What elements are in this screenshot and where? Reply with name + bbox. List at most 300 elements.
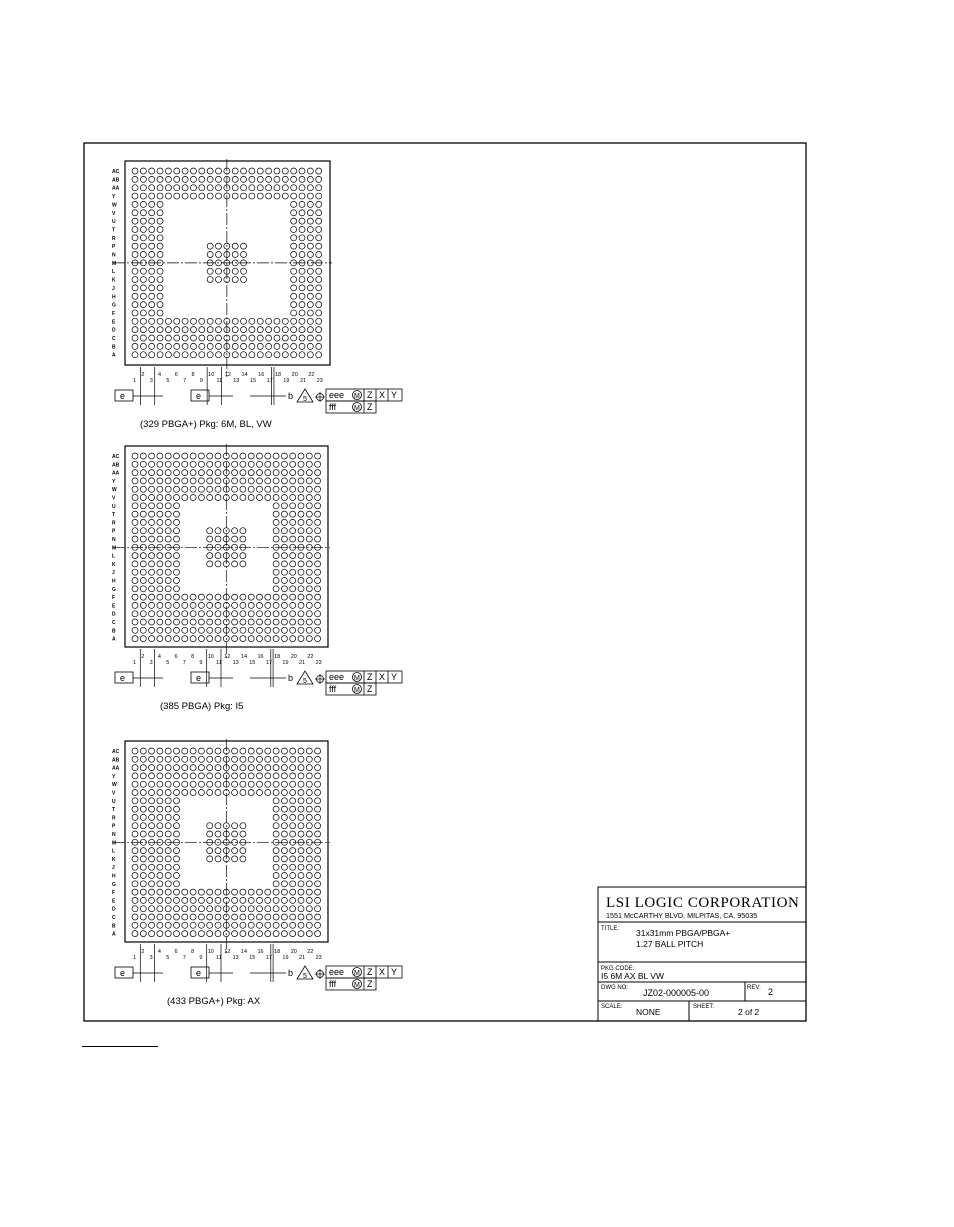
column-label: 13 [232, 955, 239, 961]
solder-ball [298, 569, 304, 575]
solder-ball [248, 495, 254, 501]
solder-ball [266, 335, 272, 341]
column-label: 19 [282, 660, 289, 666]
solder-ball [307, 226, 313, 232]
solder-ball [306, 914, 312, 920]
solder-ball [249, 352, 255, 358]
solder-ball [157, 814, 163, 820]
solder-ball [257, 889, 263, 895]
solder-ball [316, 176, 322, 182]
solder-ball [240, 922, 246, 928]
solder-ball [157, 201, 163, 207]
row-label: K [112, 277, 116, 284]
column-label: 2 [141, 654, 145, 660]
solder-ball [281, 478, 287, 484]
rev-value: 2 [768, 987, 774, 997]
solder-ball [132, 235, 138, 241]
solder-ball [165, 897, 171, 903]
solder-ball [316, 310, 322, 316]
column-label: 11 [216, 378, 223, 384]
solder-ball [306, 495, 312, 501]
solder-ball [149, 602, 155, 608]
solder-ball [157, 864, 163, 870]
solder-ball [198, 781, 204, 787]
solder-ball [265, 914, 271, 920]
solder-ball [132, 856, 138, 862]
column-label: 19 [282, 955, 289, 961]
solder-ball [157, 310, 163, 316]
row-label: T [112, 807, 116, 814]
solder-ball [174, 453, 180, 459]
datum-z-2: Z [367, 402, 373, 412]
solder-ball [174, 619, 180, 625]
solder-ball [182, 335, 188, 341]
solder-ball [316, 318, 322, 324]
solder-ball [140, 252, 146, 258]
solder-ball [157, 881, 163, 887]
solder-ball [140, 586, 146, 592]
solder-ball [215, 594, 221, 600]
solder-ball [165, 756, 171, 762]
solder-ball [140, 931, 146, 937]
solder-ball [165, 470, 171, 476]
solder-ball [299, 168, 305, 174]
solder-ball [257, 470, 263, 476]
solder-ball [306, 578, 312, 584]
solder-ball [232, 611, 238, 617]
solder-ball [198, 773, 204, 779]
solder-ball [290, 889, 296, 895]
solder-ball [190, 461, 196, 467]
solder-ball [273, 756, 279, 762]
solder-ball [140, 798, 146, 804]
solder-ball [182, 897, 188, 903]
solder-ball [281, 881, 287, 887]
solder-ball [240, 781, 246, 787]
solder-ball [315, 619, 321, 625]
solder-ball [240, 602, 246, 608]
solder-ball [291, 335, 297, 341]
solder-ball [306, 470, 312, 476]
solder-ball [273, 586, 279, 592]
solder-ball [248, 627, 254, 633]
solder-ball [299, 218, 305, 224]
solder-ball [232, 748, 238, 754]
solder-ball [132, 327, 138, 333]
solder-ball [157, 636, 163, 642]
solder-ball [290, 856, 296, 862]
solder-ball [149, 285, 155, 291]
solder-ball [282, 318, 288, 324]
solder-ball [240, 856, 246, 862]
solder-ball [174, 906, 180, 912]
solder-ball [273, 906, 279, 912]
solder-ball [273, 790, 279, 796]
solder-ball [232, 765, 238, 771]
solder-ball [298, 461, 304, 467]
solder-ball [273, 503, 279, 509]
solder-ball [232, 856, 238, 862]
solder-ball [132, 756, 138, 762]
row-label: T [112, 227, 116, 234]
solder-ball [207, 486, 213, 492]
solder-ball [281, 561, 287, 567]
solder-ball [291, 327, 297, 333]
column-label: 11 [216, 660, 222, 666]
title-line-2: 1.27 BALL PITCH [636, 939, 704, 949]
ball-diameter-label: b [288, 673, 294, 683]
solder-ball [165, 914, 171, 920]
solder-ball [174, 831, 180, 837]
solder-ball [149, 210, 155, 216]
solder-ball [290, 511, 296, 517]
solder-ball [132, 470, 138, 476]
datum-z-2: Z [367, 684, 373, 694]
solder-ball [174, 503, 180, 509]
solder-ball [232, 318, 238, 324]
solder-ball [281, 831, 287, 837]
solder-ball [298, 914, 304, 920]
solder-ball [316, 327, 322, 333]
solder-ball [232, 756, 238, 762]
solder-ball [190, 773, 196, 779]
solder-ball [298, 619, 304, 625]
column-label: 23 [315, 955, 322, 961]
solder-ball [157, 168, 163, 174]
solder-ball [241, 352, 247, 358]
solder-ball [140, 168, 146, 174]
solder-ball [281, 823, 287, 829]
solder-ball [132, 243, 138, 249]
solder-ball [298, 453, 304, 459]
row-label: B [112, 344, 116, 351]
solder-ball [149, 352, 155, 358]
solder-ball [132, 773, 138, 779]
row-label: E [112, 319, 116, 326]
solder-ball [307, 343, 313, 349]
solder-ball [190, 343, 196, 349]
solder-ball [182, 765, 188, 771]
solder-ball [281, 611, 287, 617]
solder-ball [240, 627, 246, 633]
solder-ball [232, 773, 238, 779]
solder-ball [315, 519, 321, 525]
mmc-modifier-glyph: M [354, 393, 360, 400]
solder-ball [157, 453, 163, 459]
column-label: 18 [274, 654, 281, 660]
solder-ball [198, 611, 204, 617]
solder-ball [182, 889, 188, 895]
solder-ball [298, 814, 304, 820]
solder-ball [306, 773, 312, 779]
solder-ball [307, 201, 313, 207]
solder-ball [174, 636, 180, 642]
solder-ball [165, 193, 171, 199]
solder-ball [241, 168, 247, 174]
solder-ball [281, 790, 287, 796]
solder-ball [273, 602, 279, 608]
solder-ball [290, 806, 296, 812]
solder-ball [157, 318, 163, 324]
solder-ball [157, 798, 163, 804]
solder-ball [216, 252, 222, 258]
solder-ball [306, 748, 312, 754]
pitch-label-2: e [196, 968, 202, 978]
fcf-tolerance-fff: fff [329, 402, 337, 412]
solder-ball [315, 611, 321, 617]
row-label: AA [112, 470, 120, 477]
solder-ball [182, 756, 188, 762]
solder-ball [316, 285, 322, 291]
solder-ball [298, 881, 304, 887]
datum-y: Y [391, 967, 398, 977]
sheet-label: SHEET: [693, 1004, 715, 1010]
solder-ball [174, 602, 180, 608]
solder-ball [182, 352, 188, 358]
solder-ball [240, 461, 246, 467]
row-label: V [112, 210, 116, 217]
solder-ball [149, 302, 155, 308]
solder-ball [174, 798, 180, 804]
solder-ball [149, 627, 155, 633]
solder-ball [149, 343, 155, 349]
footnote-rule [82, 1046, 158, 1047]
solder-ball [315, 636, 321, 642]
solder-ball [190, 781, 196, 787]
solder-ball [248, 931, 254, 937]
solder-ball [298, 831, 304, 837]
solder-ball [140, 193, 146, 199]
solder-ball [140, 823, 146, 829]
column-label: 23 [316, 378, 323, 384]
solder-ball [316, 252, 322, 258]
solder-ball [299, 252, 305, 258]
solder-ball [140, 486, 146, 492]
solder-ball [199, 168, 205, 174]
solder-ball [291, 185, 297, 191]
solder-ball [315, 806, 321, 812]
solder-ball [248, 478, 254, 484]
solder-ball [306, 906, 312, 912]
solder-ball [281, 503, 287, 509]
column-label: 22 [307, 654, 314, 660]
column-label: 4 [157, 654, 161, 660]
solder-ball [190, 193, 196, 199]
solder-ball [207, 470, 213, 476]
solder-ball [165, 814, 171, 820]
solder-ball [149, 201, 155, 207]
row-label: B [112, 628, 116, 635]
solder-ball [207, 848, 213, 854]
solder-ball [241, 343, 247, 349]
solder-ball [273, 528, 279, 534]
solder-ball [140, 831, 146, 837]
solder-ball [215, 922, 221, 928]
solder-ball [248, 773, 254, 779]
solder-ball [182, 781, 188, 787]
solder-ball [165, 327, 171, 333]
solder-ball [232, 352, 238, 358]
solder-ball [198, 790, 204, 796]
solder-ball [232, 327, 238, 333]
column-label: 1 [133, 955, 137, 961]
solder-ball [174, 756, 180, 762]
solder-ball [216, 352, 222, 358]
solder-ball [165, 168, 171, 174]
solder-ball [157, 343, 163, 349]
solder-ball [232, 619, 238, 625]
solder-ball [241, 318, 247, 324]
solder-ball [315, 594, 321, 600]
solder-ball [316, 293, 322, 299]
solder-ball [248, 619, 254, 625]
row-label: J [112, 285, 115, 292]
solder-ball [290, 528, 296, 534]
solder-ball [299, 335, 305, 341]
solder-ball [140, 461, 146, 467]
solder-ball [165, 790, 171, 796]
solder-ball [215, 781, 221, 787]
solder-ball [165, 594, 171, 600]
column-label: 12 [224, 654, 231, 660]
solder-ball [265, 922, 271, 928]
solder-ball [174, 536, 180, 542]
solder-ball [174, 790, 180, 796]
solder-ball [315, 906, 321, 912]
solder-ball [149, 495, 155, 501]
solder-ball [257, 914, 263, 920]
column-label: 9 [199, 955, 203, 961]
solder-ball [174, 814, 180, 820]
row-label: AA [112, 185, 120, 192]
solder-ball [273, 636, 279, 642]
solder-ball [248, 470, 254, 476]
solder-ball [240, 561, 246, 567]
solder-ball [290, 495, 296, 501]
solder-ball [265, 486, 271, 492]
column-label: 18 [274, 372, 282, 378]
row-label: H [112, 873, 116, 880]
solder-ball [315, 536, 321, 542]
title-line-1: 31x31mm PBGA/PBGA+ [636, 928, 731, 938]
mmc-modifier-glyph-2: M [354, 405, 360, 412]
solder-ball [240, 611, 246, 617]
solder-ball [316, 185, 322, 191]
solder-ball [248, 756, 254, 762]
solder-ball [316, 168, 322, 174]
solder-ball [207, 756, 213, 762]
solder-ball [315, 486, 321, 492]
solder-ball [157, 252, 163, 258]
solder-ball [149, 176, 155, 182]
solder-ball [298, 586, 304, 592]
solder-ball [207, 856, 213, 862]
fcf-tolerance-fff: fff [329, 979, 337, 989]
solder-ball [240, 536, 246, 542]
solder-ball [315, 798, 321, 804]
solder-ball [291, 176, 297, 182]
solder-ball [281, 536, 287, 542]
solder-ball [306, 602, 312, 608]
row-label: N [112, 832, 116, 838]
solder-ball [190, 636, 196, 642]
solder-ball [174, 586, 180, 592]
solder-ball [215, 561, 221, 567]
solder-ball [149, 168, 155, 174]
column-label: 18 [274, 949, 281, 955]
solder-ball [149, 748, 155, 754]
solder-ball [307, 335, 313, 341]
solder-ball [198, 619, 204, 625]
solder-ball [207, 831, 213, 837]
solder-ball [190, 922, 196, 928]
solder-ball [132, 218, 138, 224]
solder-ball [199, 352, 205, 358]
solder-ball [132, 528, 138, 534]
solder-ball [315, 856, 321, 862]
solder-ball [290, 773, 296, 779]
solder-ball [157, 185, 163, 191]
solder-ball [149, 511, 155, 517]
solder-ball [207, 627, 213, 633]
solder-ball [307, 168, 313, 174]
solder-ball [299, 185, 305, 191]
solder-ball [198, 914, 204, 920]
solder-ball [257, 318, 263, 324]
solder-ball [266, 193, 272, 199]
solder-ball [182, 619, 188, 625]
column-label: 8 [191, 654, 195, 660]
solder-ball [290, 627, 296, 633]
solder-ball [157, 781, 163, 787]
solder-ball [299, 201, 305, 207]
solder-ball [298, 798, 304, 804]
solder-ball [132, 748, 138, 754]
column-label: 21 [299, 660, 306, 666]
solder-ball [207, 765, 213, 771]
solder-ball [149, 318, 155, 324]
solder-ball [140, 756, 146, 762]
solder-ball [315, 773, 321, 779]
solder-ball [165, 765, 171, 771]
solder-ball [157, 594, 163, 600]
solder-ball [216, 268, 222, 274]
solder-ball [149, 931, 155, 937]
solder-ball [132, 864, 138, 870]
solder-ball [291, 193, 297, 199]
solder-ball [207, 553, 213, 559]
solder-ball [174, 848, 180, 854]
solder-ball [216, 335, 222, 341]
solder-ball [132, 922, 138, 928]
solder-ball [182, 748, 188, 754]
column-label: 10 [207, 949, 214, 955]
solder-ball [273, 773, 279, 779]
solder-ball [165, 586, 171, 592]
solder-ball [157, 478, 163, 484]
solder-ball [306, 848, 312, 854]
solder-ball [215, 906, 221, 912]
solder-ball [273, 765, 279, 771]
solder-ball [157, 873, 163, 879]
solder-ball [157, 528, 163, 534]
solder-ball [257, 327, 263, 333]
solder-ball [165, 881, 171, 887]
solder-ball [140, 814, 146, 820]
solder-ball [290, 519, 296, 525]
solder-ball [132, 798, 138, 804]
rev-label: REV: [747, 985, 761, 991]
